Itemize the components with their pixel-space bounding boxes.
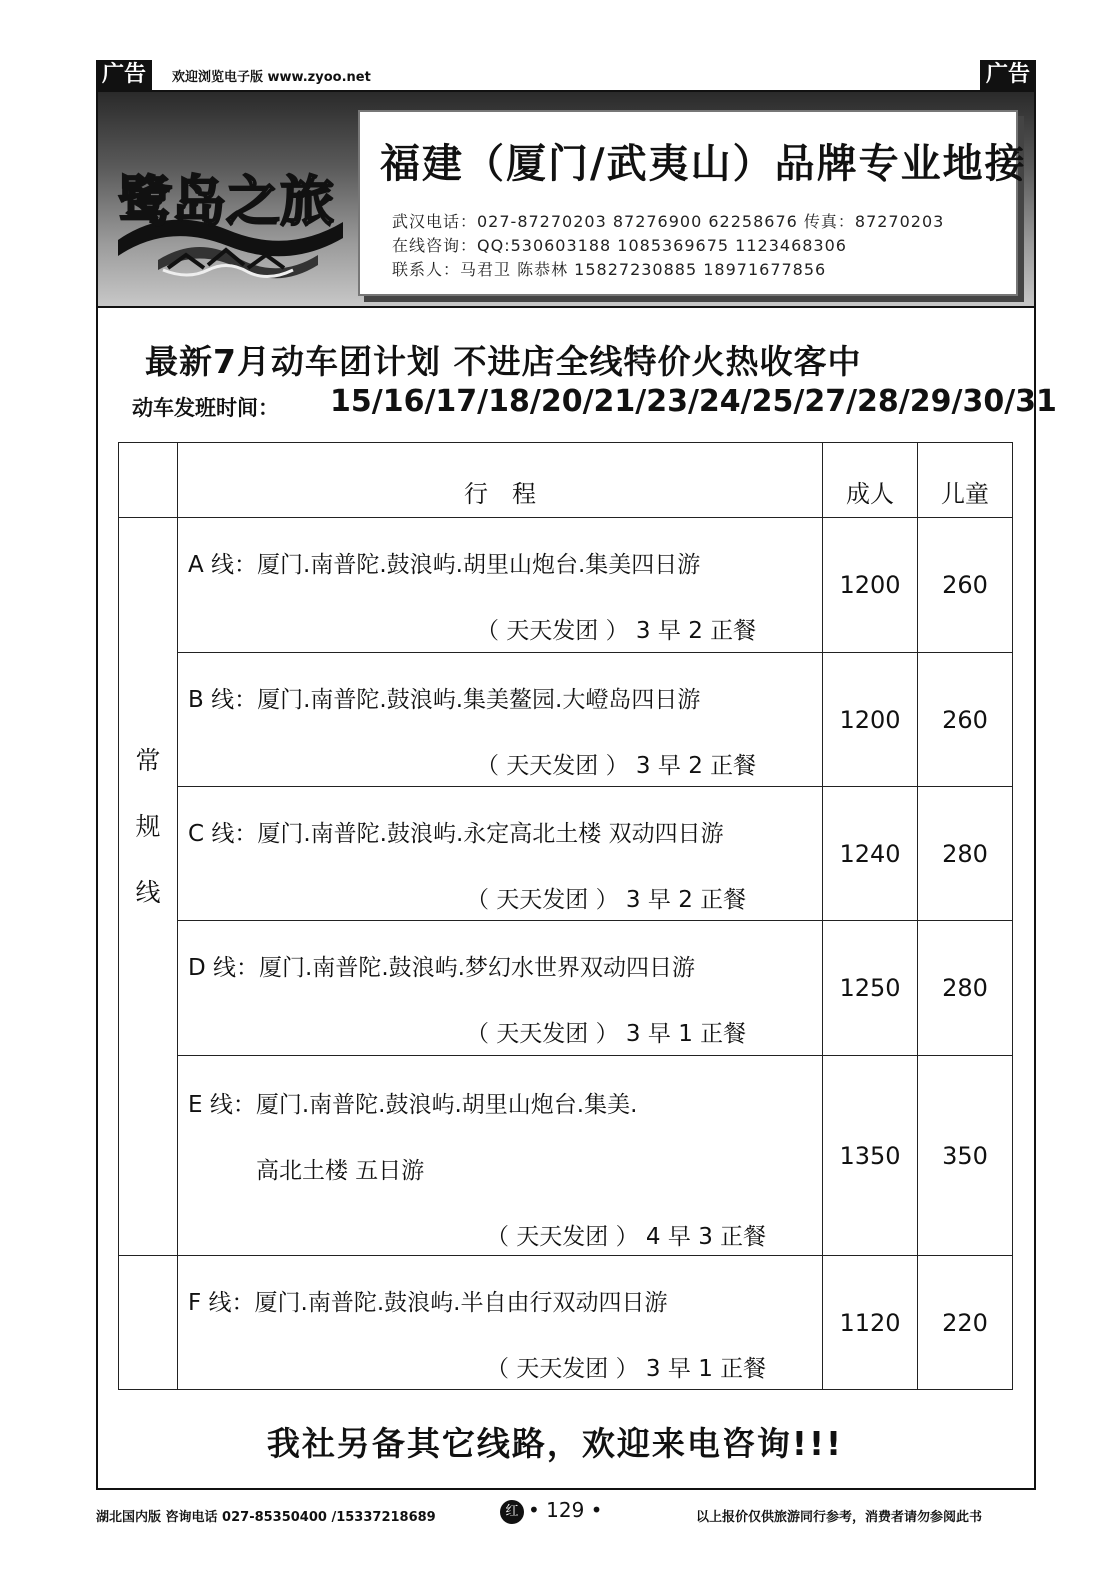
promo-headline: 最新7月动车团计划 不进店全线特价火热收客中	[145, 342, 862, 381]
logo-graphic	[108, 110, 348, 295]
adult-price: 1350	[823, 1056, 918, 1256]
adult-price: 1240	[823, 787, 918, 921]
consult-invite: 我社另备其它线路，欢迎来电咨询!!!	[266, 1424, 844, 1463]
route-note: （ 天天发团 ） 3 早 2 正餐	[476, 618, 757, 644]
brand-logo	[108, 110, 348, 295]
route-cell	[178, 787, 823, 921]
table-header-row	[119, 443, 1013, 518]
category-char: 规	[135, 812, 161, 841]
route-note: （ 天天发团 ） 3 早 2 正餐	[466, 887, 747, 913]
route-cell	[178, 518, 823, 653]
route-name: E 线：厦门.南普陀.鼓浪屿.胡里山炮台.集美.	[188, 1092, 638, 1118]
ad-tag-right: 广告	[980, 60, 1036, 90]
page-number	[500, 1498, 602, 1524]
departure-dates: 15/16/17/18/20/21/23/24/25/27/28/29/30/31	[330, 384, 1057, 419]
route-name-cont: 高北土楼 五日游	[256, 1158, 425, 1184]
contact-persons: 联系人：马君卫 陈恭林 15827230885 18971677856	[392, 260, 827, 279]
table-row	[119, 653, 1013, 787]
route-name: F 线：厦门.南普陀.鼓浪屿.半自由行双动四日游	[188, 1290, 668, 1316]
route-note: （ 天天发团 ） 3 早 2 正餐	[476, 753, 757, 779]
table-header-child: 儿童	[918, 443, 1013, 518]
route-cell	[178, 1256, 823, 1390]
footer-edition: 湖北国内版 咨询电话 027-85350400 /15337218689	[96, 1510, 436, 1525]
contact-qq: 在线咨询：QQ:530603188 1085369675 1123468306	[392, 236, 847, 255]
ad-tag-left: 广告	[96, 60, 152, 90]
table-header-route: 行 程	[178, 443, 823, 518]
table-row	[119, 787, 1013, 921]
category-blank-cell	[119, 1256, 178, 1390]
red-badge-icon: 红	[500, 1500, 524, 1524]
agency-title: 福建（厦门/武夷山）品牌专业地接	[380, 140, 1027, 187]
route-name: B 线：厦门.南普陀.鼓浪屿.集美鳌园.大嶝岛四日游	[188, 687, 701, 713]
child-price: 220	[918, 1256, 1013, 1390]
adult-price: 1120	[823, 1256, 918, 1390]
adult-price: 1250	[823, 921, 918, 1056]
route-name: C 线：厦门.南普陀.鼓浪屿.永定高北土楼 双动四日游	[188, 821, 724, 847]
route-cell	[178, 921, 823, 1056]
category-char: 常	[135, 746, 161, 775]
category-cell	[119, 518, 178, 1256]
route-note: （ 天天发团 ） 4 早 3 正餐	[486, 1224, 767, 1250]
child-price: 350	[918, 1056, 1013, 1256]
table-row	[119, 921, 1013, 1056]
route-cell	[178, 1056, 823, 1256]
child-price: 260	[918, 653, 1013, 787]
departure-dates-label: 动车发班时间：	[132, 396, 279, 420]
route-name: A 线：厦门.南普陀.鼓浪屿.胡里山炮台.集美四日游	[188, 552, 701, 578]
table-row	[119, 1256, 1013, 1390]
agency-info-card	[358, 110, 1027, 296]
footer-disclaimer: 以上报价仅供旅游同行参考，消费者请勿参阅此书	[696, 1510, 983, 1525]
route-name: D 线：厦门.南普陀.鼓浪屿.梦幻水世界双动四日游	[188, 955, 695, 981]
child-price: 260	[918, 518, 1013, 653]
logo-text: 鹭岛之旅	[118, 169, 334, 233]
table-header-blank	[119, 443, 178, 518]
route-price-table	[118, 442, 1013, 1390]
contact-phones: 武汉电话：027-87270203 87276900 62258676 传真：87270203	[392, 212, 945, 231]
header-divider	[98, 306, 1034, 308]
site-url[interactable]: 欢迎浏览电子版 www.zyoo.net	[172, 70, 371, 85]
route-note: （ 天天发团 ） 3 早 1 正餐	[486, 1356, 767, 1382]
table-header-adult: 成人	[823, 443, 918, 518]
category-char: 线	[135, 878, 161, 907]
child-price: 280	[918, 787, 1013, 921]
adult-price: 1200	[823, 653, 918, 787]
table-row	[119, 1056, 1013, 1256]
page-number-text: • 129 •	[528, 1498, 603, 1522]
route-cell	[178, 653, 823, 787]
adult-price: 1200	[823, 518, 918, 653]
child-price: 280	[918, 921, 1013, 1056]
table-row	[119, 518, 1013, 653]
route-note: （ 天天发团 ） 3 早 1 正餐	[466, 1021, 747, 1047]
